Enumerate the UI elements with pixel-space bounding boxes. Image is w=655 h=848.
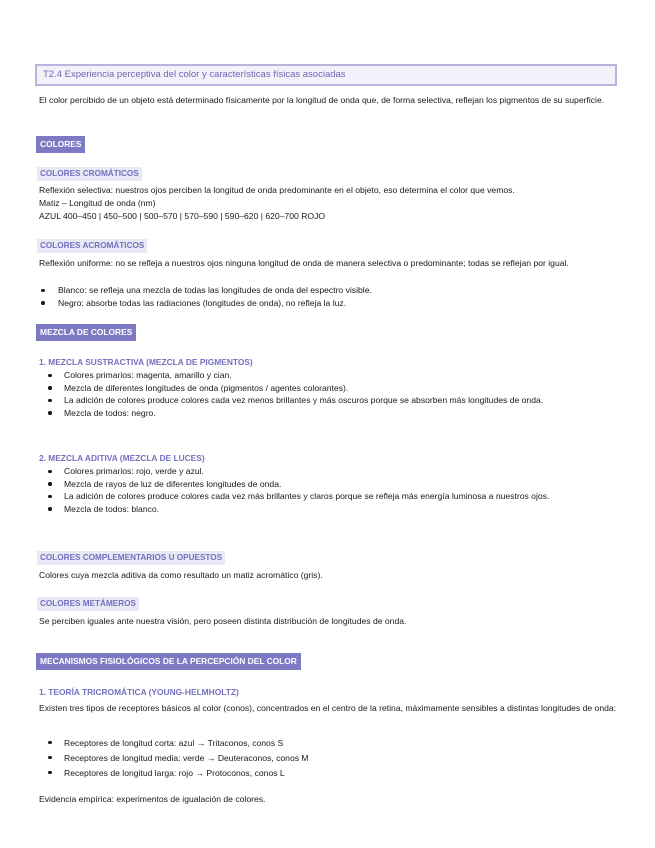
intro-paragraph: El color percibido de un objeto está determinado físicamente por la longitud de onda que, de forma selectiva, reflejan los pigmentos de su superficie. — [39, 95, 605, 105]
cromaticos-line-1: Reflexión selectiva: nuestros ojos perciben la longitud de onda predominante en el objeto, eso determina el color que vemos. — [39, 185, 515, 195]
list-item: La adición de colores produce colores cada vez menos brillantes y más oscuros porque se absorben más longitudes de onda. — [39, 394, 624, 407]
list-item: Receptores de longitud corta: azul → Tritaconos, conos S — [39, 736, 624, 751]
heading-colores: COLORES — [36, 136, 85, 153]
tricromatica-list — [39, 736, 624, 781]
heading-mezcla-sustractiva: 1. MEZCLA SUSTRACTIVA (MEZCLA DE PIGMENTOS) — [39, 357, 253, 367]
list-item: Mezcla de diferentes longitudes de onda (pigmentos / agentes colorantes). — [39, 382, 624, 395]
list-item: Receptores de longitud larga: rojo → Protoconos, conos L — [39, 766, 624, 781]
cromaticos-line-2: Matiz – Longitud de onda (nm) — [39, 198, 156, 208]
list-item: Colores primarios: magenta, amarillo y cian. — [39, 369, 624, 382]
acromaticos-text: Reflexión uniforme: no se refleja a nuestros ojos ninguna longitud de onda de manera selectiva o predominante; todas se reflejan por igual. — [39, 258, 569, 268]
tricromatica-evidence: Evidencia empírica: experimentos de igualación de colores. — [39, 794, 266, 804]
complementarios-text: Colores cuya mezcla aditiva da como resultado un matiz acromático (gris). — [39, 570, 323, 580]
sustractiva-list — [39, 369, 624, 419]
heading-mezcla-aditiva: 2. MEZCLA ADITIVA (MEZCLA DE LUCES) — [39, 453, 205, 463]
heading-colores-complementarios: COLORES COMPLEMENTARIOS U OPUESTOS — [37, 551, 225, 565]
heading-mezcla-de-colores: MEZCLA DE COLORES — [36, 324, 136, 341]
heading-colores-metameros: COLORES METÁMEROS — [37, 597, 139, 611]
list-item: Colores primarios: rojo, verde y azul. — [39, 465, 624, 478]
heading-colores-acromaticos: COLORES ACROMÁTICOS — [37, 239, 147, 253]
cromaticos-text — [39, 184, 624, 223]
list-item: Mezcla de todos: negro. — [39, 407, 624, 420]
heading-colores-cromaticos: COLORES CROMÁTICOS — [37, 167, 142, 181]
aditiva-list — [39, 465, 624, 515]
acromaticos-list — [39, 284, 624, 309]
tricromatica-text: Existen tres tipos de receptores básicos al color (conos), concentrados en el centro de la retina, máximamente sensibles a distintas longitudes de onda: — [39, 703, 617, 713]
section-title: T2.4 Experiencia perceptiva del color y características físicas asociadas — [35, 64, 617, 86]
heading-mecanismos-fisiologicos: MECANISMOS FISIOLÓGICOS DE LA PERCEPCIÓN DEL COLOR — [36, 653, 301, 670]
list-item: Negro: absorbe todas las radiaciones (longitudes de onda), no refleja la luz. — [39, 297, 624, 310]
list-item: Receptores de longitud media: verde → Deuteraconos, conos M — [39, 751, 624, 766]
list-item: Mezcla de rayos de luz de diferentes longitudes de onda. — [39, 478, 624, 491]
heading-teoria-tricromatica: 1. TEORÍA TRICROMÁTICA (YOUNG-HELMHOLTZ) — [39, 687, 239, 697]
list-item: Blanco: se refleja una mezcla de todas las longitudes de onda del espectro visible. — [39, 284, 624, 297]
metameros-text: Se perciben iguales ante nuestra visión, pero poseen distinta distribución de longitudes de onda. — [39, 616, 407, 626]
cromaticos-line-3: AZUL 400–450 | 450–500 | 500–570 | 570–590 | 590–620 | 620–700 ROJO — [39, 211, 326, 221]
list-item: La adición de colores produce colores cada vez más brillantes y claros porque se refleja más energía luminosa a nuestros ojos. — [39, 490, 624, 503]
list-item: Mezcla de todos: blanco. — [39, 503, 624, 516]
